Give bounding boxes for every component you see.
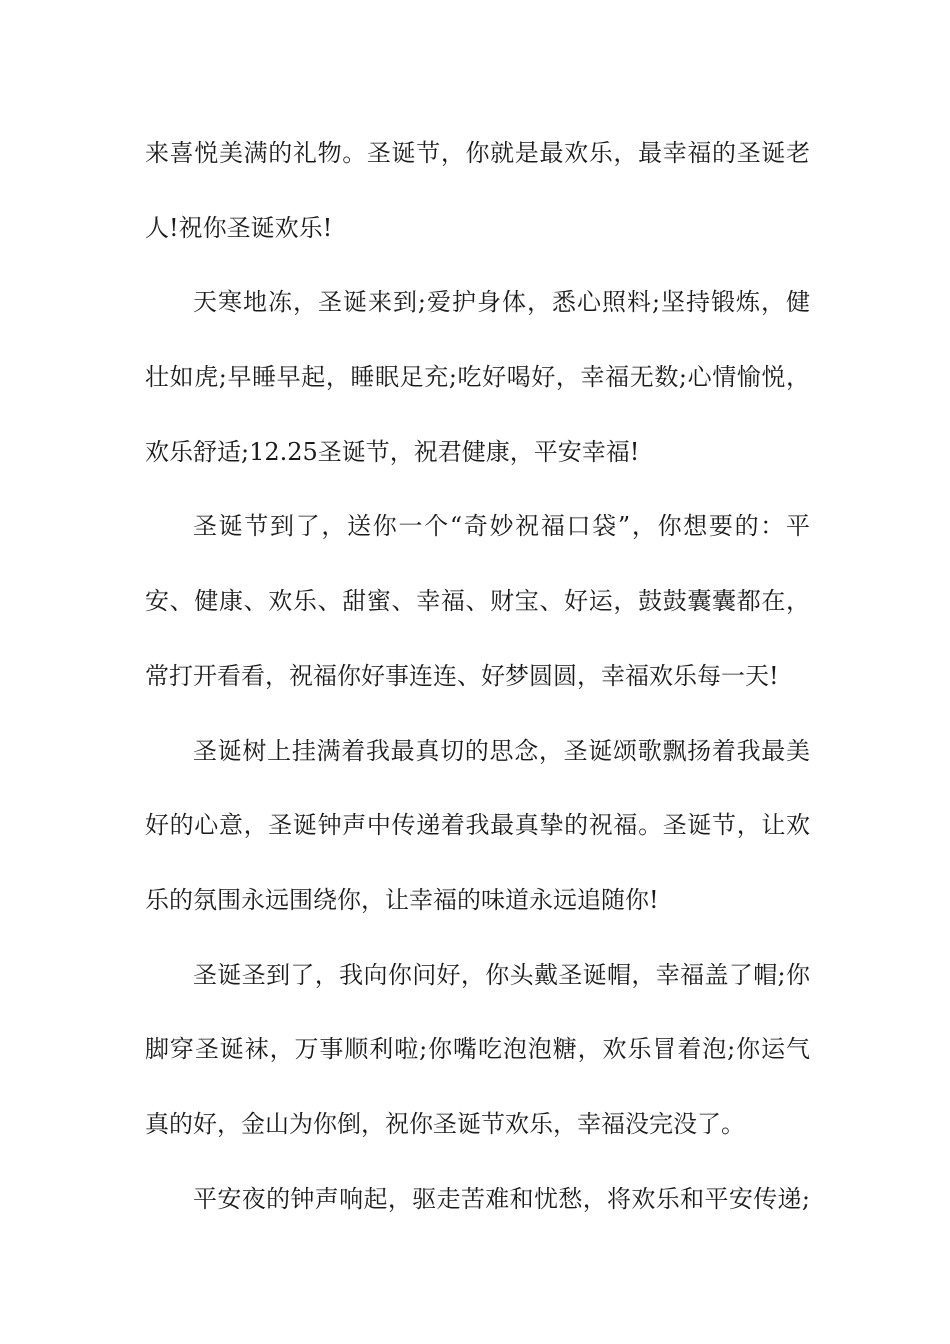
document-body <box>145 129 810 1249</box>
text-line: 欢乐舒适;12.25圣诞节，祝君健康，平安幸福! <box>145 437 640 466</box>
text-line: 乐的氛围永远围绕你，让幸福的味道永远追随你! <box>145 885 659 914</box>
text-line: 天寒地冻，圣诞来到;爱护身体，悉心照料;坚持锻炼，健 <box>193 288 810 317</box>
text-line: 圣诞树上挂满着我最真切的思念，圣诞颂歌飘扬着我最美 <box>193 736 810 765</box>
text-line: 人!祝你圣诞欢乐! <box>145 213 333 242</box>
text-line: 平安夜的钟声响起，驱走苦难和忧愁，将欢乐和平安传递; <box>193 1184 810 1213</box>
text-line: 圣诞节到了，送你一个“奇妙祝福口袋”，你想要的：平 <box>193 512 810 541</box>
text-line: 来喜悦美满的礼物。圣诞节，你就是最欢乐，最幸福的圣诞老 <box>145 139 810 167</box>
text-line: 脚穿圣诞袜，万事顺利啦;你嘴吃泡泡糖，欢乐冒着泡;你运气 <box>145 1035 810 1064</box>
text-line: 好的心意，圣诞钟声中传递着我最真挚的祝福。圣诞节，让欢 <box>145 811 810 840</box>
text-line: 圣诞圣到了，我向你问好，你头戴圣诞帽，幸福盖了帽;你 <box>193 960 810 989</box>
text-line: 安、健康、欢乐、甜蜜、幸福、财宝、好运，鼓鼓囊囊都在， <box>145 587 810 616</box>
text-line: 常打开看看，祝福你好事连连、好梦圆圆，幸福欢乐每一天! <box>145 661 779 690</box>
text-line: 壮如虎;早睡早起，睡眠足充;吃好喝好，幸福无数;心情愉悦， <box>145 363 810 392</box>
text-line: 真的好，金山为你倒，祝你圣诞节欢乐，幸福没完没了。 <box>145 1109 745 1138</box>
